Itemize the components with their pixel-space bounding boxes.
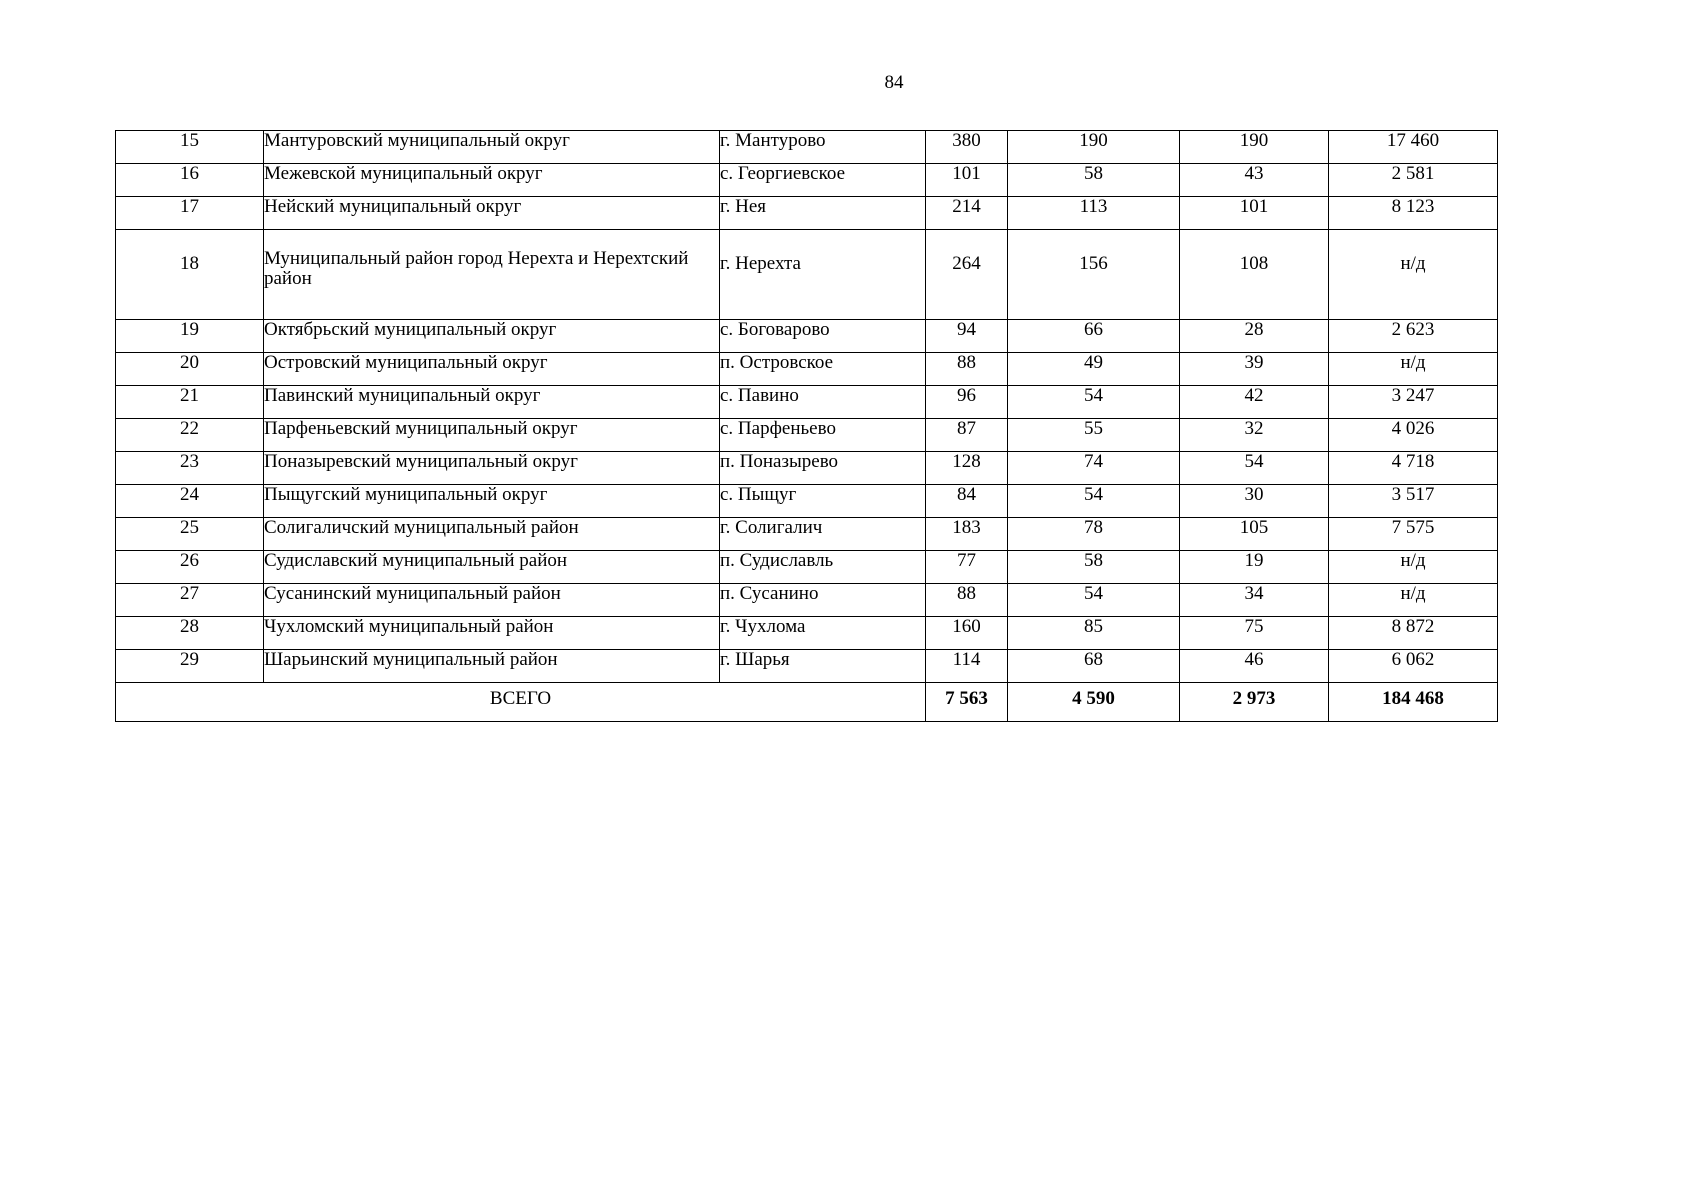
- value-1: 264: [926, 230, 1008, 320]
- admin-center: г. Чухлома: [720, 617, 926, 650]
- row-number: 17: [116, 197, 264, 230]
- row-number: 15: [116, 131, 264, 164]
- value-4: 6 062: [1329, 650, 1498, 683]
- value-1: 214: [926, 197, 1008, 230]
- admin-center: с. Парфеньево: [720, 419, 926, 452]
- value-4: 3 247: [1329, 386, 1498, 419]
- value-2: 54: [1008, 584, 1180, 617]
- value-4: 7 575: [1329, 518, 1498, 551]
- value-4: 17 460: [1329, 131, 1498, 164]
- row-number: 29: [116, 650, 264, 683]
- table-row: [116, 650, 1498, 683]
- value-1: 87: [926, 419, 1008, 452]
- value-2: 54: [1008, 485, 1180, 518]
- admin-center: п. Островское: [720, 353, 926, 386]
- total-value-4: 184 468: [1329, 683, 1498, 722]
- table-row: [116, 320, 1498, 353]
- admin-center: п. Поназырево: [720, 452, 926, 485]
- value-4: н/д: [1329, 584, 1498, 617]
- value-3: 43: [1180, 164, 1329, 197]
- municipality-name: Судиславский муниципальный район: [264, 551, 720, 584]
- value-3: 54: [1180, 452, 1329, 485]
- value-1: 160: [926, 617, 1008, 650]
- municipality-name: Сусанинский муниципальный район: [264, 584, 720, 617]
- row-number: 24: [116, 485, 264, 518]
- municipality-name: Павинский муниципальный округ: [264, 386, 720, 419]
- value-1: 88: [926, 353, 1008, 386]
- value-4: н/д: [1329, 551, 1498, 584]
- value-2: 85: [1008, 617, 1180, 650]
- municipality-name: Островский муниципальный округ: [264, 353, 720, 386]
- value-3: 75: [1180, 617, 1329, 650]
- table-row: [116, 197, 1498, 230]
- value-2: 78: [1008, 518, 1180, 551]
- municipality-name: Чухломский муниципальный район: [264, 617, 720, 650]
- value-3: 42: [1180, 386, 1329, 419]
- value-1: 114: [926, 650, 1008, 683]
- admin-center: с. Георгиевское: [720, 164, 926, 197]
- table-row: [116, 485, 1498, 518]
- value-4: 2 581: [1329, 164, 1498, 197]
- row-number: 27: [116, 584, 264, 617]
- value-1: 128: [926, 452, 1008, 485]
- table-row: [116, 551, 1498, 584]
- table-row: [116, 518, 1498, 551]
- value-3: 190: [1180, 131, 1329, 164]
- value-3: 105: [1180, 518, 1329, 551]
- value-1: 88: [926, 584, 1008, 617]
- table-row: [116, 131, 1498, 164]
- value-3: 30: [1180, 485, 1329, 518]
- admin-center: г. Нея: [720, 197, 926, 230]
- value-3: 46: [1180, 650, 1329, 683]
- total-row: [116, 683, 1498, 722]
- municipality-name: Нейский муниципальный округ: [264, 197, 720, 230]
- page-number: 84: [884, 72, 904, 93]
- value-2: 190: [1008, 131, 1180, 164]
- municipality-name: Поназыревский муниципальный округ: [264, 452, 720, 485]
- value-3: 19: [1180, 551, 1329, 584]
- value-2: 66: [1008, 320, 1180, 353]
- total-value-1: 7 563: [926, 683, 1008, 722]
- admin-center: г. Мантурово: [720, 131, 926, 164]
- value-1: 183: [926, 518, 1008, 551]
- table-row: [116, 353, 1498, 386]
- value-4: 2 623: [1329, 320, 1498, 353]
- value-2: 58: [1008, 551, 1180, 584]
- table-row: [116, 164, 1498, 197]
- municipality-name: Солигаличский муниципальный район: [264, 518, 720, 551]
- value-3: 101: [1180, 197, 1329, 230]
- value-3: 32: [1180, 419, 1329, 452]
- municipality-name: Пыщугский муниципальный округ: [264, 485, 720, 518]
- municipality-name: Парфеньевский муниципальный округ: [264, 419, 720, 452]
- total-value-2: 4 590: [1008, 683, 1180, 722]
- value-2: 49: [1008, 353, 1180, 386]
- value-1: 84: [926, 485, 1008, 518]
- table-row: [116, 419, 1498, 452]
- admin-center: г. Шарья: [720, 650, 926, 683]
- municipality-name: Муниципальный район город Нерехта и Нерехтский район: [264, 230, 720, 320]
- value-1: 380: [926, 131, 1008, 164]
- value-2: 55: [1008, 419, 1180, 452]
- value-3: 28: [1180, 320, 1329, 353]
- value-1: 77: [926, 551, 1008, 584]
- value-2: 54: [1008, 386, 1180, 419]
- row-number: 26: [116, 551, 264, 584]
- value-2: 58: [1008, 164, 1180, 197]
- value-2: 68: [1008, 650, 1180, 683]
- total-label: ВСЕГО: [116, 683, 926, 722]
- value-4: 4 718: [1329, 452, 1498, 485]
- admin-center: с. Павино: [720, 386, 926, 419]
- admin-center: с. Боговарово: [720, 320, 926, 353]
- table-row: [116, 386, 1498, 419]
- value-1: 101: [926, 164, 1008, 197]
- row-number: 16: [116, 164, 264, 197]
- admin-center: с. Пыщуг: [720, 485, 926, 518]
- admin-center: п. Судиславль: [720, 551, 926, 584]
- value-2: 156: [1008, 230, 1180, 320]
- total-value-3: 2 973: [1180, 683, 1329, 722]
- municipalities-table: [115, 130, 1498, 722]
- row-number: 22: [116, 419, 264, 452]
- value-4: 4 026: [1329, 419, 1498, 452]
- row-number: 25: [116, 518, 264, 551]
- value-3: 108: [1180, 230, 1329, 320]
- municipality-name: Октябрьский муниципальный округ: [264, 320, 720, 353]
- table-row: [116, 584, 1498, 617]
- row-number: 28: [116, 617, 264, 650]
- municipality-name: Межевской муниципальный округ: [264, 164, 720, 197]
- value-1: 94: [926, 320, 1008, 353]
- admin-center: п. Сусанино: [720, 584, 926, 617]
- municipality-name: Мантуровский муниципальный округ: [264, 131, 720, 164]
- municipality-name: Шарьинский муниципальный район: [264, 650, 720, 683]
- value-2: 74: [1008, 452, 1180, 485]
- table-row: [116, 617, 1498, 650]
- value-4: 8 123: [1329, 197, 1498, 230]
- value-4: н/д: [1329, 230, 1498, 320]
- value-4: 3 517: [1329, 485, 1498, 518]
- value-4: 8 872: [1329, 617, 1498, 650]
- admin-center: г. Нерехта: [720, 230, 926, 320]
- row-number: 18: [116, 230, 264, 320]
- value-2: 113: [1008, 197, 1180, 230]
- row-number: 21: [116, 386, 264, 419]
- row-number: 20: [116, 353, 264, 386]
- row-number: 23: [116, 452, 264, 485]
- admin-center: г. Солигалич: [720, 518, 926, 551]
- row-number: 19: [116, 320, 264, 353]
- table-row: [116, 452, 1498, 485]
- value-4: н/д: [1329, 353, 1498, 386]
- value-1: 96: [926, 386, 1008, 419]
- table-row: [116, 230, 1498, 320]
- value-3: 39: [1180, 353, 1329, 386]
- table-body: [116, 131, 1498, 722]
- value-3: 34: [1180, 584, 1329, 617]
